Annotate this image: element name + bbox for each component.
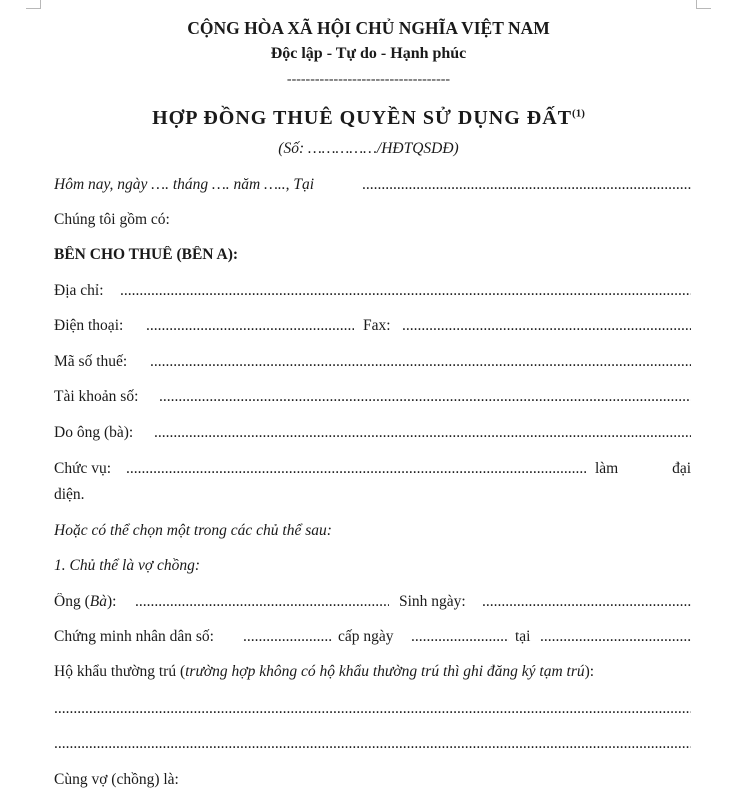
page-corner-mark-left: [26, 0, 41, 9]
mr-fill[interactable]: [135, 593, 389, 611]
tax-code-label: Mã số thuế:: [54, 353, 128, 370]
mr-close: ):: [106, 593, 117, 610]
address-line: [54, 282, 691, 306]
phone-fill[interactable]: [146, 317, 354, 335]
parties-intro-text: Chúng tôi gồm có:: [54, 211, 170, 228]
represented-by-label: Do ông (bà):: [54, 424, 134, 441]
fax-fill[interactable]: [402, 317, 691, 335]
residence-fill-line-2: [54, 735, 691, 759]
represented-by-fill[interactable]: [154, 424, 691, 442]
residence-fill-line-1: [54, 700, 691, 724]
document-number: (Số: ……………/HĐTQSDĐ): [278, 140, 459, 157]
issued-on-fill[interactable]: [411, 628, 509, 646]
case1-heading-text: 1. Chủ thể là vợ chồng:: [54, 557, 201, 574]
alternative-note: [54, 522, 691, 546]
mr-open: Ông (: [54, 593, 90, 610]
fax-label: Fax:: [363, 317, 391, 334]
issued-on-label: cấp ngày: [338, 628, 394, 645]
position-line: [54, 460, 691, 484]
date-line-label: Hôm nay, ngày …. tháng …. năm ….., Tại: [54, 176, 315, 193]
title-text: HỢP ĐỒNG THUÊ QUYỀN SỬ DỤNG ĐẤT: [152, 107, 573, 129]
residence-label: [54, 663, 594, 681]
date-line: [54, 176, 691, 200]
rep-word: đại: [672, 460, 691, 477]
header-separator: -----------------------------------: [286, 72, 451, 87]
residence-fill-1[interactable]: [54, 700, 691, 718]
mr-label: [54, 593, 116, 611]
issued-at-label: tại: [515, 628, 531, 645]
residence-prefix: Hộ khẩu thường trú (: [54, 663, 186, 680]
position-line-cont: [54, 486, 691, 510]
residence-line: [54, 663, 691, 687]
address-label: Địa chỉ:: [54, 282, 104, 299]
residence-suffix: ):: [584, 663, 595, 680]
position-fill[interactable]: [126, 460, 586, 478]
spouse-label: Cùng vợ (chồng) là:: [54, 771, 179, 788]
account-fill[interactable]: [159, 388, 691, 406]
as-word: làm: [595, 460, 619, 477]
tax-code-fill[interactable]: [150, 353, 691, 371]
rep-tail: diện.: [54, 486, 85, 503]
id-card-label: Chứng minh nhân dân số:: [54, 628, 214, 645]
address-fill[interactable]: [120, 282, 691, 300]
position-label: Chức vụ:: [54, 460, 112, 477]
parties-intro: [54, 211, 691, 235]
title-footnote: (1): [572, 107, 585, 120]
party-a-heading: [54, 246, 691, 270]
id-card-line: [54, 628, 691, 652]
issued-at-fill[interactable]: [540, 628, 691, 646]
mr-italic: Bà: [89, 593, 107, 610]
motto: Độc lập - Tự do - Hạnh phúc: [270, 45, 467, 62]
document-title: [0, 107, 737, 130]
page-corner-mark-right: [696, 0, 711, 9]
represented-by-line: [54, 424, 691, 448]
alternative-note-text: Hoặc có thể chọn một trong các chủ thể sau:: [54, 522, 332, 539]
spouse-line: [54, 771, 691, 795]
residence-fill-2[interactable]: [54, 735, 691, 753]
mr-line: [54, 593, 691, 617]
case1-heading: [54, 557, 691, 581]
account-label: Tài khoản số:: [54, 388, 139, 405]
phone-fax-line: [54, 317, 691, 341]
residence-italic: trường hợp không có hộ khẩu thường trú thì ghi đăng ký tạm trú: [185, 663, 585, 680]
dob-label: Sinh ngày:: [399, 593, 466, 610]
party-a-heading-text: BÊN CHO THUÊ (BÊN A):: [54, 246, 239, 263]
phone-label: Điện thoại:: [54, 317, 124, 334]
dob-fill[interactable]: [482, 593, 691, 611]
date-line-fill[interactable]: [362, 176, 691, 194]
id-card-fill[interactable]: [243, 628, 333, 646]
account-line: [54, 388, 691, 412]
nation-heading: CỘNG HÒA XÃ HỘI CHỦ NGHĨA VIỆT NAM: [187, 18, 550, 38]
tax-code-line: [54, 353, 691, 377]
